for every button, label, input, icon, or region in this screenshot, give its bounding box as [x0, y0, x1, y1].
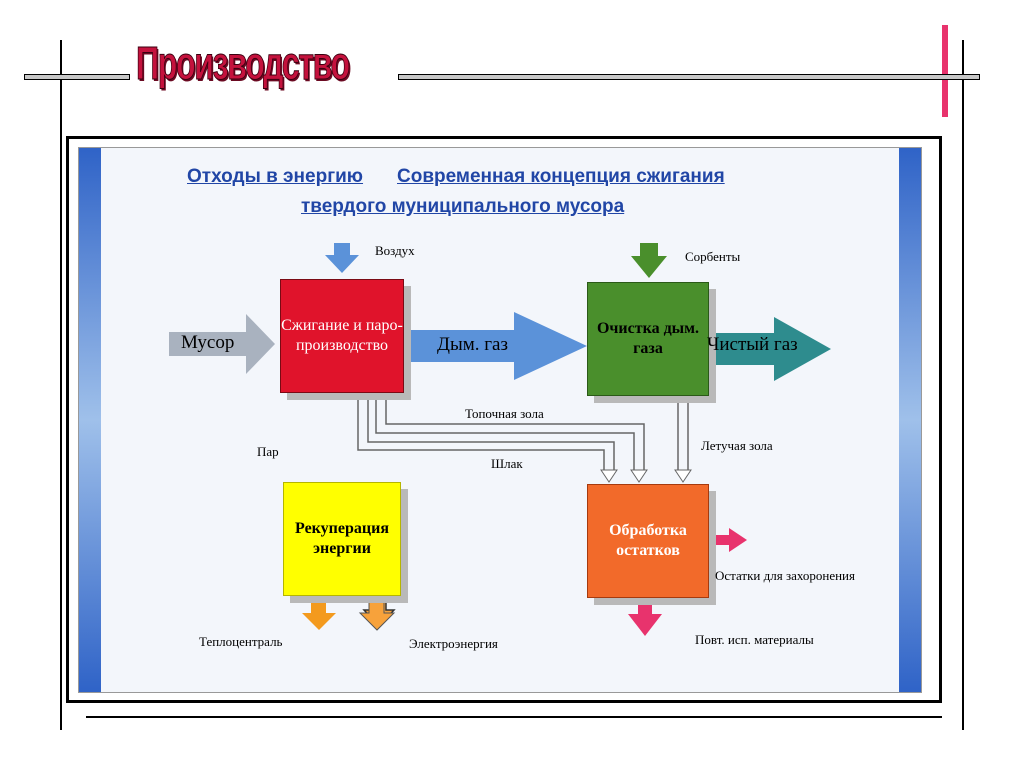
- district-heating-arrow: [302, 598, 336, 630]
- fly-ash-arrowhead: [675, 470, 691, 482]
- heading-modern-concept: Современная концепция сжигания: [397, 166, 725, 187]
- air-label: Воздух: [375, 243, 415, 258]
- sorbents-label: Сорбенты: [685, 249, 741, 264]
- recycled-arrow: [628, 598, 662, 636]
- electricity-label: Электроэнергия: [409, 636, 498, 651]
- bottom-ash-arrowhead: [631, 470, 647, 482]
- diagram-panel: [78, 147, 922, 693]
- electricity-arrow: [360, 598, 394, 630]
- heading-waste-to-energy: Отходы в энергию: [187, 166, 364, 187]
- slag-label: Шлак: [491, 456, 523, 471]
- sorbents-arrow: [631, 243, 667, 278]
- bottom-ash-label: Топочная зола: [465, 406, 544, 421]
- right-border-line: [962, 40, 964, 730]
- title-bar-left: [24, 74, 130, 80]
- residue-treatment-box: Обработка остатков: [587, 484, 709, 598]
- flue-gas-label: Дым. газ: [437, 334, 508, 355]
- incineration-box: Сжигание и паро- производство: [280, 279, 404, 393]
- gas-cleaning-box: Очистка дым. газа: [587, 282, 709, 396]
- left-border-line: [60, 40, 62, 730]
- landfill-arrow: [705, 528, 747, 552]
- slide-title: Производство: [136, 37, 349, 89]
- district-heating-label: Теплоцентраль: [199, 634, 283, 649]
- title-bar-right: [398, 74, 980, 80]
- bottom-rule: [86, 716, 942, 718]
- accent-bar: [942, 25, 948, 117]
- heading-line-2: твердого муниципального мусора: [301, 196, 625, 217]
- landfill-label: Остатки для захоронения: [715, 568, 855, 583]
- diagram-frame: [66, 136, 942, 703]
- fly-ash-label: Летучая зола: [701, 438, 773, 453]
- garbage-label: Мусор: [181, 332, 235, 353]
- energy-recovery-box: Рекуперация энергии: [283, 482, 401, 596]
- air-arrow: [325, 243, 359, 273]
- recycled-label: Повт. исп. материалы: [695, 632, 814, 647]
- steam-label: Пар: [257, 444, 279, 459]
- clean-gas-label: Чистый газ: [707, 334, 798, 355]
- slag-arrowhead: [601, 470, 617, 482]
